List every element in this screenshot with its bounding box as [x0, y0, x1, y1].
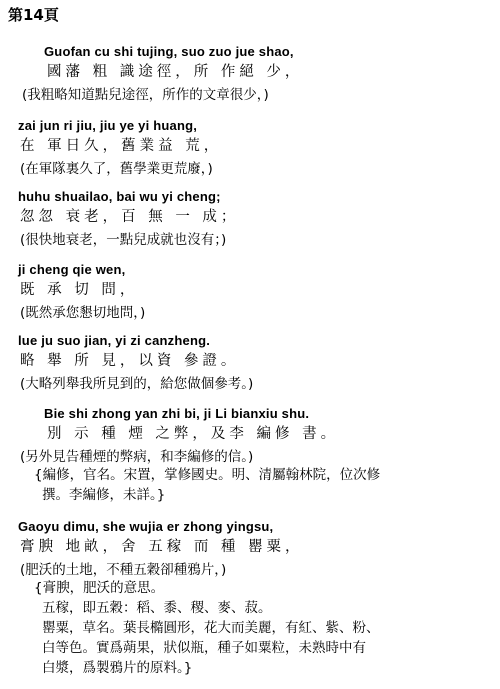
note-line: 五稼，即五穀：稻、黍、稷、麥、菽。	[42, 600, 272, 616]
hanzi-line: 忽忽 衰老，百 無 一 成；	[20, 209, 240, 225]
annotation-note	[34, 465, 500, 505]
entry-4	[0, 333, 500, 392]
page-number: 第14頁	[8, 6, 59, 24]
entry-0	[0, 44, 500, 103]
pinyin-line: ji cheng qie wen,	[18, 262, 126, 277]
hanzi-line: 既 承 切 問，	[20, 282, 139, 298]
translation-line: (在軍隊裏久了，舊學業更荒廢，)	[20, 161, 213, 177]
pinyin-line: lue ju suo jian, yi zi canzheng.	[18, 333, 211, 348]
hanzi-line: 國藩 粗 識途徑，所 作絕 少，	[47, 64, 304, 80]
note-line: {膏腴，肥沃的意思。	[34, 580, 165, 596]
translation-line: (另外見告種煙的弊病，和李編修的信。)	[20, 449, 254, 465]
translation-line: (我粗略知道點兒途徑，所作的文章很少，)	[22, 87, 269, 103]
pinyin-line: zai jun ri jiu, jiu ye yi huang,	[18, 118, 198, 133]
note-line: 白等色。實爲蒴果，狀似瓶，種子如粟粒，未熟時中有	[42, 640, 366, 656]
hanzi-line: 膏腴 地畝，舍 五稼 而 種 罌粟，	[20, 539, 304, 555]
entry-1	[0, 118, 500, 177]
annotation-note	[34, 578, 500, 678]
hanzi-line: 略 舉 所 見，以資 參證。	[20, 353, 240, 369]
translation-line: (既然承您懇切地問，)	[20, 305, 146, 321]
pinyin-line: Guofan cu shi tujing, suo zuo jue shao,	[44, 44, 294, 59]
pinyin-line: huhu shuailao, bai wu yi cheng;	[18, 189, 221, 204]
translation-line: (很快地衰老，一點兒成就也沒有；)	[20, 232, 227, 248]
hanzi-line: 別 示 種 煙 之弊，及李 編修 書。	[47, 426, 340, 442]
entry-2	[0, 189, 500, 248]
note-line: 撰。李編修，未詳。}	[42, 487, 166, 503]
note-line: 白漿，爲製鴉片的原料。}	[42, 660, 193, 676]
entry-6	[0, 519, 500, 678]
entry-3	[0, 262, 500, 321]
note-line: {編修，官名。宋置，掌修國史。明、清屬翰林院，位次修	[34, 467, 381, 483]
note-line: 罌粟，草名。葉長橢圓形，花大而美麗，有紅、紫、粉、	[42, 620, 380, 636]
pinyin-line: Gaoyu dimu, she wujia er zhong yingsu,	[18, 519, 274, 534]
pinyin-line: Bie shi zhong yan zhi bi, ji Li bianxiu shu.	[44, 406, 310, 421]
hanzi-line: 在 軍日久，舊業益 荒，	[20, 138, 223, 154]
translation-line: (肥沃的土地，不種五穀卻種鴉片，)	[20, 562, 227, 578]
entry-5	[0, 406, 500, 505]
translation-line: (大略列舉我所見到的，給您做個參考。)	[20, 376, 254, 392]
